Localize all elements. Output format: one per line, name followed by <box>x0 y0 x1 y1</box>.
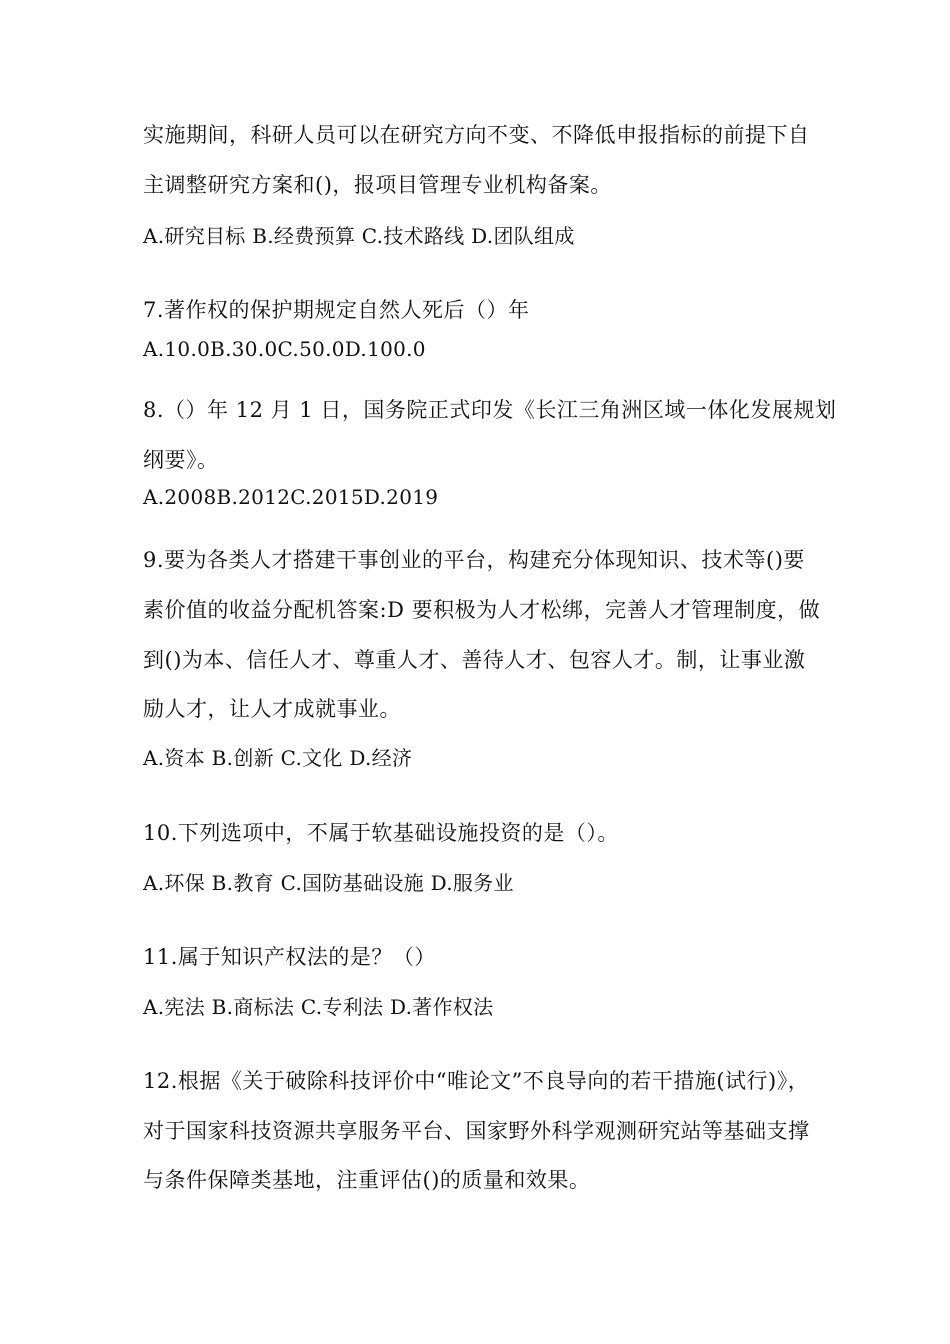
q11-text: 11.属于知识产权法的是？（） <box>143 945 436 969</box>
q6-options: A.研究目标 B.经费预算 C.技术路线 D.团队组成 <box>143 224 575 248</box>
q8-options: A.2008B.2012C.2015D.2019 <box>143 485 439 509</box>
q6-text-line-1: 实施期间，科研人员可以在研究方向不变、不降低申报指标的前提下自 <box>143 123 810 147</box>
q6-text-line-2: 主调整研究方案和()，报项目管理专业机构备案。 <box>143 173 612 197</box>
q11-options: A.宪法 B.商标法 C.专利法 D.著作权法 <box>143 995 494 1019</box>
q9-text-line-4: 励人才，让人才成就事业。 <box>143 697 401 721</box>
q12-text-line-1: 12.根据《关于破除科技评价中“唯论文”不良导向的若干措施(试行)》， <box>143 1069 810 1093</box>
q12-text-line-3: 与条件保障类基地，注重评估()的质量和效果。 <box>143 1168 591 1192</box>
q9-text-line-3: 到()为本、信任人才、尊重人才、善待人才、包容人才。制，让事业激 <box>143 648 806 672</box>
q9-text-line-2: 素价值的收益分配机答案:D 要积极为人才松绑，完善人才管理制度，做 <box>143 598 821 622</box>
q8-text-line-2: 纲要》。 <box>143 448 219 472</box>
q12-text-line-2: 对于国家科技资源共享服务平台、国家野外科学观测研究站等基础支撑 <box>143 1119 810 1143</box>
q10-options: A.环保 B.教育 C.国防基础设施 D.服务业 <box>143 871 514 895</box>
q10-text: 10.下列选项中，不属于软基础设施投资的是（）。 <box>143 821 619 845</box>
q7-text: 7.著作权的保护期规定自然人死后（）年 <box>143 298 530 322</box>
q7-options: A.10.0B.30.0C.50.0D.100.0 <box>143 337 426 361</box>
q8-text-line-1: 8.（）年 12 月 1 日，国务院正式印发《长江三角洲区域一体化发展规划 <box>143 398 837 422</box>
q9-text-line-1: 9.要为各类人才搭建干事创业的平台，构建充分体现知识、技术等()要 <box>143 548 805 572</box>
q9-options: A.资本 B.创新 C.文化 D.经济 <box>143 746 413 770</box>
